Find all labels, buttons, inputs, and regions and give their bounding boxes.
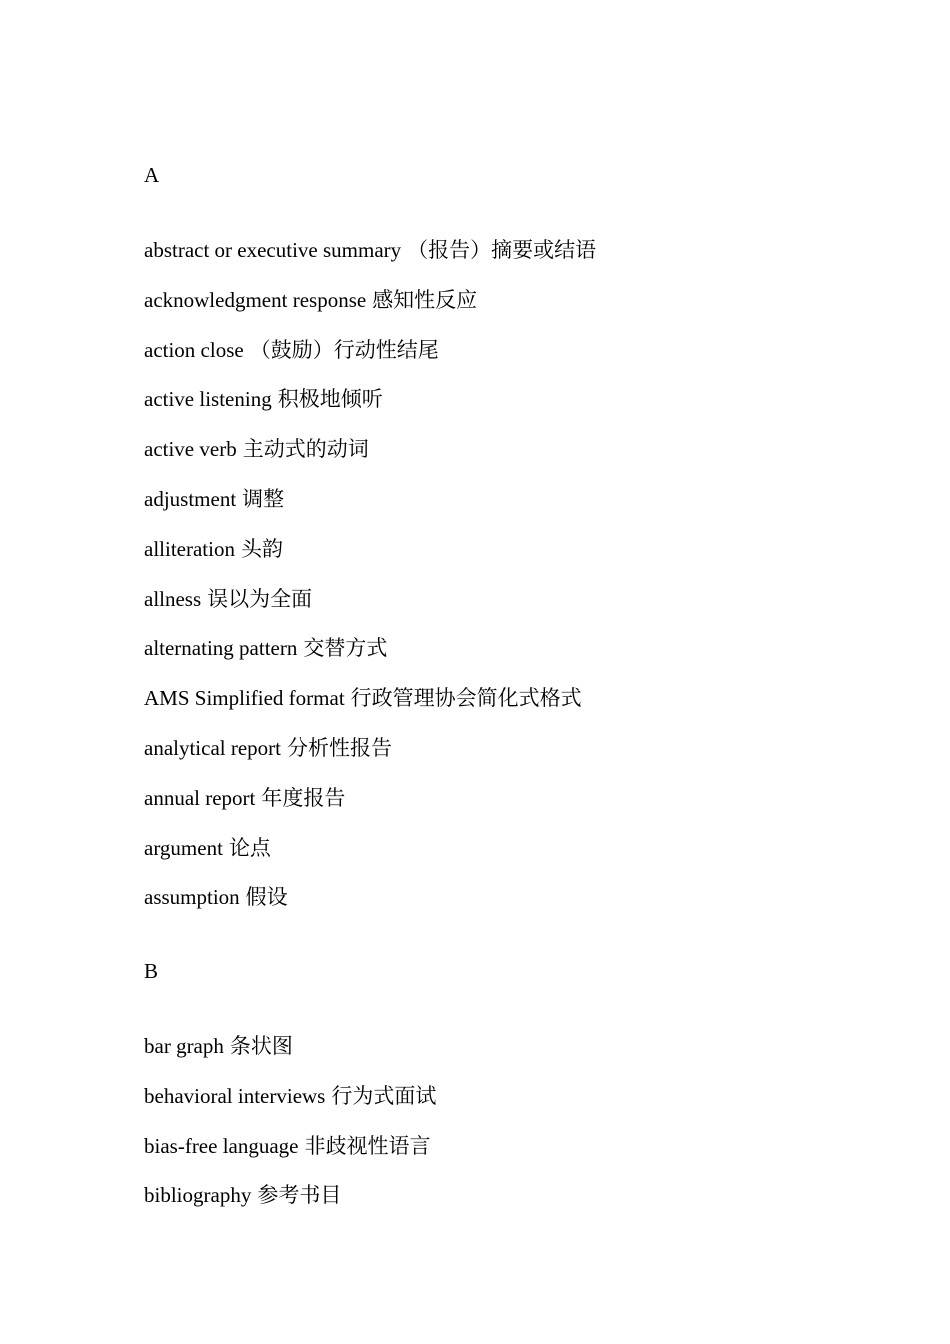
term-chinese: 条状图: [229, 1034, 293, 1058]
glossary-entry: [144, 437, 904, 461]
glossary-entry: [144, 1084, 904, 1108]
term-english: alternating pattern: [144, 636, 298, 661]
term-english: abstract or executive summary: [144, 238, 402, 262]
glossary-section-b: [144, 959, 904, 1233]
glossary-entry: [144, 885, 904, 909]
term-english: bibliography: [144, 1183, 252, 1208]
term-english: active listening: [144, 387, 272, 412]
term-english: bar graph: [144, 1034, 224, 1058]
section-letter-heading: B: [144, 959, 159, 983]
term-chinese: 误以为全面: [207, 586, 313, 611]
term-chinese: 调整: [242, 486, 285, 511]
term-chinese: （鼓励）行动性结尾: [249, 337, 439, 362]
glossary-entry: [144, 736, 904, 760]
term-english: behavioral interviews: [144, 1083, 326, 1108]
term-english: active verb: [144, 437, 237, 462]
term-chinese: 分析性报告: [287, 735, 393, 760]
term-chinese: 参考书目: [257, 1183, 342, 1208]
term-chinese: 积极地倾听: [277, 387, 383, 412]
term-english: acknowledgment response: [144, 287, 367, 312]
glossary-entry: [144, 1183, 904, 1207]
term-chinese: 交替方式: [303, 636, 388, 661]
term-english: alliteration: [144, 536, 235, 561]
term-list: [144, 1034, 904, 1207]
term-english: adjustment: [144, 486, 237, 511]
term-english: annual report: [144, 785, 256, 810]
glossary-section-a: [144, 163, 904, 935]
glossary-entry: [144, 786, 904, 810]
glossary-entry: [144, 587, 904, 611]
term-chinese: 论点: [228, 835, 271, 860]
term-english: analytical report: [144, 735, 282, 760]
glossary-entry: [144, 387, 904, 411]
term-english: allness: [144, 586, 202, 611]
term-list: [144, 238, 904, 909]
term-english: action close: [144, 337, 244, 362]
glossary-entry: [144, 636, 904, 660]
glossary-entry: [144, 1134, 904, 1158]
term-chinese: 年度报告: [261, 785, 346, 810]
glossary-entry: [144, 686, 904, 710]
glossary-entry: [144, 1034, 904, 1058]
section-letter-heading: A: [144, 163, 160, 187]
term-english: AMS Simplified format: [144, 686, 345, 711]
glossary-entry: [144, 288, 904, 312]
term-chinese: 感知性反应: [372, 287, 478, 312]
term-chinese: 头韵: [240, 536, 283, 561]
term-chinese: 主动式的动词: [242, 437, 369, 462]
term-chinese: 行为式面试: [331, 1083, 437, 1108]
glossary-entry: [144, 487, 904, 511]
term-english: assumption: [144, 885, 240, 910]
term-chinese: 假设: [245, 885, 288, 910]
glossary-entry: [144, 537, 904, 561]
term-english: bias-free language: [144, 1133, 299, 1158]
term-english: argument: [144, 835, 223, 860]
term-chinese: 行政管理协会简化式格式: [350, 686, 582, 711]
term-chinese: （报告）摘要或结语: [407, 238, 597, 262]
glossary-entry: [144, 238, 904, 262]
term-chinese: 非歧视性语言: [304, 1133, 431, 1158]
glossary-entry: [144, 836, 904, 860]
glossary-entry: [144, 338, 904, 362]
